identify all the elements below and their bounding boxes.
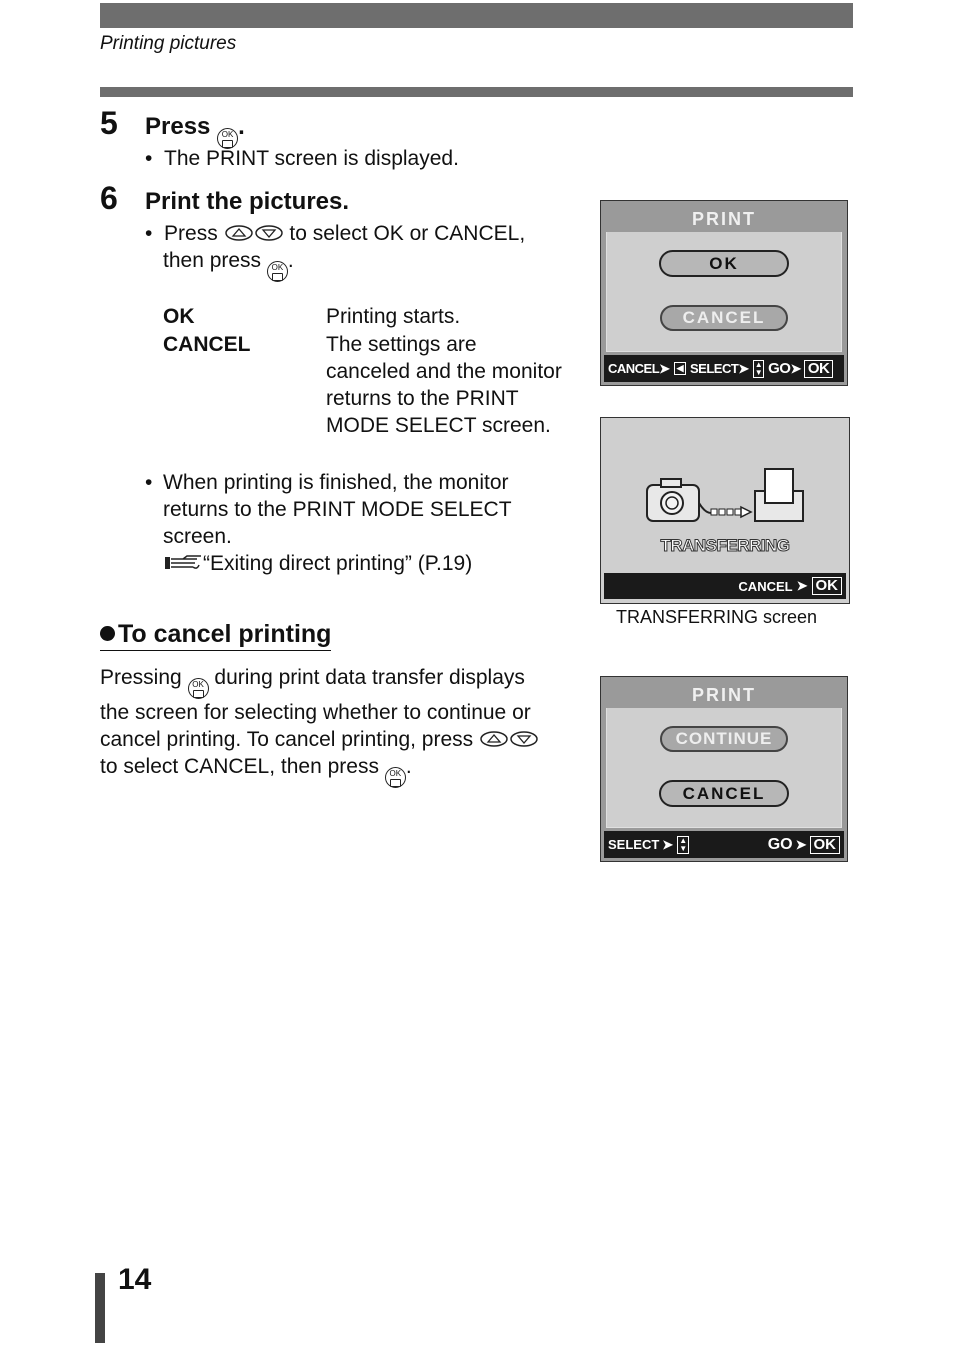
ok-button-icon: OK <box>267 261 288 282</box>
cancel-line-1 <box>100 664 539 699</box>
bullet-dot-icon <box>100 626 115 641</box>
print-screen-continue-cancel <box>600 676 848 862</box>
reference-text: “Exiting direct printing” (P.19) <box>203 552 473 575</box>
bar-go-label: GO <box>767 835 793 853</box>
bar-cancel-label: CANCEL <box>738 578 793 594</box>
ok-button-icon: OK <box>188 678 209 699</box>
bullet2-line: screen. <box>163 525 232 548</box>
cancel-desc-line: MODE SELECT screen. <box>326 414 551 437</box>
step-5-number: 5 <box>100 105 118 141</box>
step-5-title-prefix: Press <box>145 113 211 140</box>
page-number: 14 <box>118 1263 152 1296</box>
bullet1-text-c: then press <box>163 249 262 272</box>
header-rule <box>100 87 853 97</box>
left-button-icon: ◀ <box>674 362 686 375</box>
step-5-bullet-text: The PRINT screen is displayed. <box>164 147 459 170</box>
bar-ok-button: OK <box>810 836 841 854</box>
bar-select-label: SELECT <box>608 837 660 852</box>
ok-button-icon: OK <box>217 128 238 149</box>
page-number-bar <box>95 1273 105 1343</box>
print-screen-ok-cancel <box>600 200 848 386</box>
step-5-title-suffix: . <box>238 113 245 140</box>
transferring-caption: TRANSFERRING screen <box>616 607 818 627</box>
bullet1-text-a: Press <box>164 222 218 245</box>
reference-hand-icon <box>163 554 203 572</box>
cancel-line-3 <box>100 726 539 753</box>
lcd-title: PRINT <box>606 206 842 232</box>
section-title: Printing pictures <box>100 33 237 54</box>
cancel-desc-line: canceled and the monitor <box>326 360 562 383</box>
transferring-label: TRANSFERRING <box>660 536 790 555</box>
cancel-heading <box>100 620 331 651</box>
cancel-option[interactable]: CANCEL <box>659 780 789 807</box>
cancel-desc-line: The settings are <box>326 333 477 356</box>
up-down-button-icon: ▲ ▼ <box>679 835 688 853</box>
lcd-control-bar <box>604 831 844 858</box>
right-arrow-icon: ➤ <box>796 578 808 593</box>
option-ok-term: OK <box>163 305 195 328</box>
lcd-control-bar <box>604 355 844 382</box>
bullet2-line: returns to the PRINT MODE SELECT <box>163 498 512 521</box>
bar-ok-button: OK <box>812 577 843 595</box>
right-arrow-icon: ➤ <box>738 360 749 376</box>
right-arrow-icon: ➤ <box>795 836 807 852</box>
step-6-number: 6 <box>100 180 118 216</box>
cancel-desc-line: returns to the PRINT <box>326 387 519 410</box>
up-down-button-icon: ▲ ▼ <box>754 359 763 377</box>
lcd-title: PRINT <box>606 682 842 708</box>
camera-to-printer-icon <box>641 463 811 533</box>
header-bar <box>100 3 853 28</box>
bar-ok-button: OK <box>804 360 834 378</box>
right-arrow-icon: ➤ <box>662 836 674 852</box>
continue-option[interactable]: CONTINUE <box>660 726 788 752</box>
step-6-bullet-1-line2 <box>163 247 294 282</box>
cancel-heading-text: To cancel printing <box>118 620 332 648</box>
bar-go-label: GO <box>768 360 791 377</box>
bullet2-line: When printing is finished, the monitor <box>163 471 509 494</box>
cancel-line-2: the screen for selecting whether to continue or <box>100 701 531 724</box>
cancel-line1-a: Pressing <box>100 666 182 689</box>
option-cancel-desc <box>326 331 562 439</box>
right-arrow-icon: ➤ <box>659 360 670 376</box>
step-6-bullet-2: • <box>145 471 153 494</box>
step-6-title: Print the pictures. <box>145 188 350 215</box>
bullet1-text-b: to select OK or CANCEL, <box>289 222 526 245</box>
option-ok-desc: Printing starts. <box>326 305 461 328</box>
right-arrow-icon: ➤ <box>790 360 801 376</box>
ok-button-icon: OK <box>385 767 406 788</box>
bar-select-label: SELECT <box>690 361 739 376</box>
bar-cancel-label: CANCEL <box>608 361 660 376</box>
cancel-line-4 <box>100 753 539 788</box>
reference-line <box>163 550 512 577</box>
lcd-control-bar <box>604 573 846 599</box>
option-cancel-term: CANCEL <box>163 333 251 356</box>
cancel-option[interactable]: CANCEL <box>660 305 788 331</box>
cancel-line4-a: to select CANCEL, then press <box>100 755 379 778</box>
step-6-bullet-2-text <box>163 469 512 577</box>
cancel-line3-text: cancel printing. To cancel printing, press <box>100 728 474 751</box>
cancel-line4-b: . <box>405 755 412 778</box>
ok-option[interactable]: OK <box>659 250 789 277</box>
bullet1-text-d: . <box>287 249 294 272</box>
cancel-line1-b: during print data transfer displays <box>214 666 525 689</box>
cancel-paragraph <box>100 664 539 788</box>
step-6-bullet-1: • Press to select OK or CANCEL, <box>145 222 526 245</box>
step-5-bullet: • The PRINT screen is displayed. <box>145 147 459 170</box>
up-down-arrows-icon <box>479 730 539 748</box>
up-down-arrows-icon <box>224 224 284 242</box>
step-5-title <box>145 113 245 149</box>
transferring-screen <box>600 417 850 604</box>
